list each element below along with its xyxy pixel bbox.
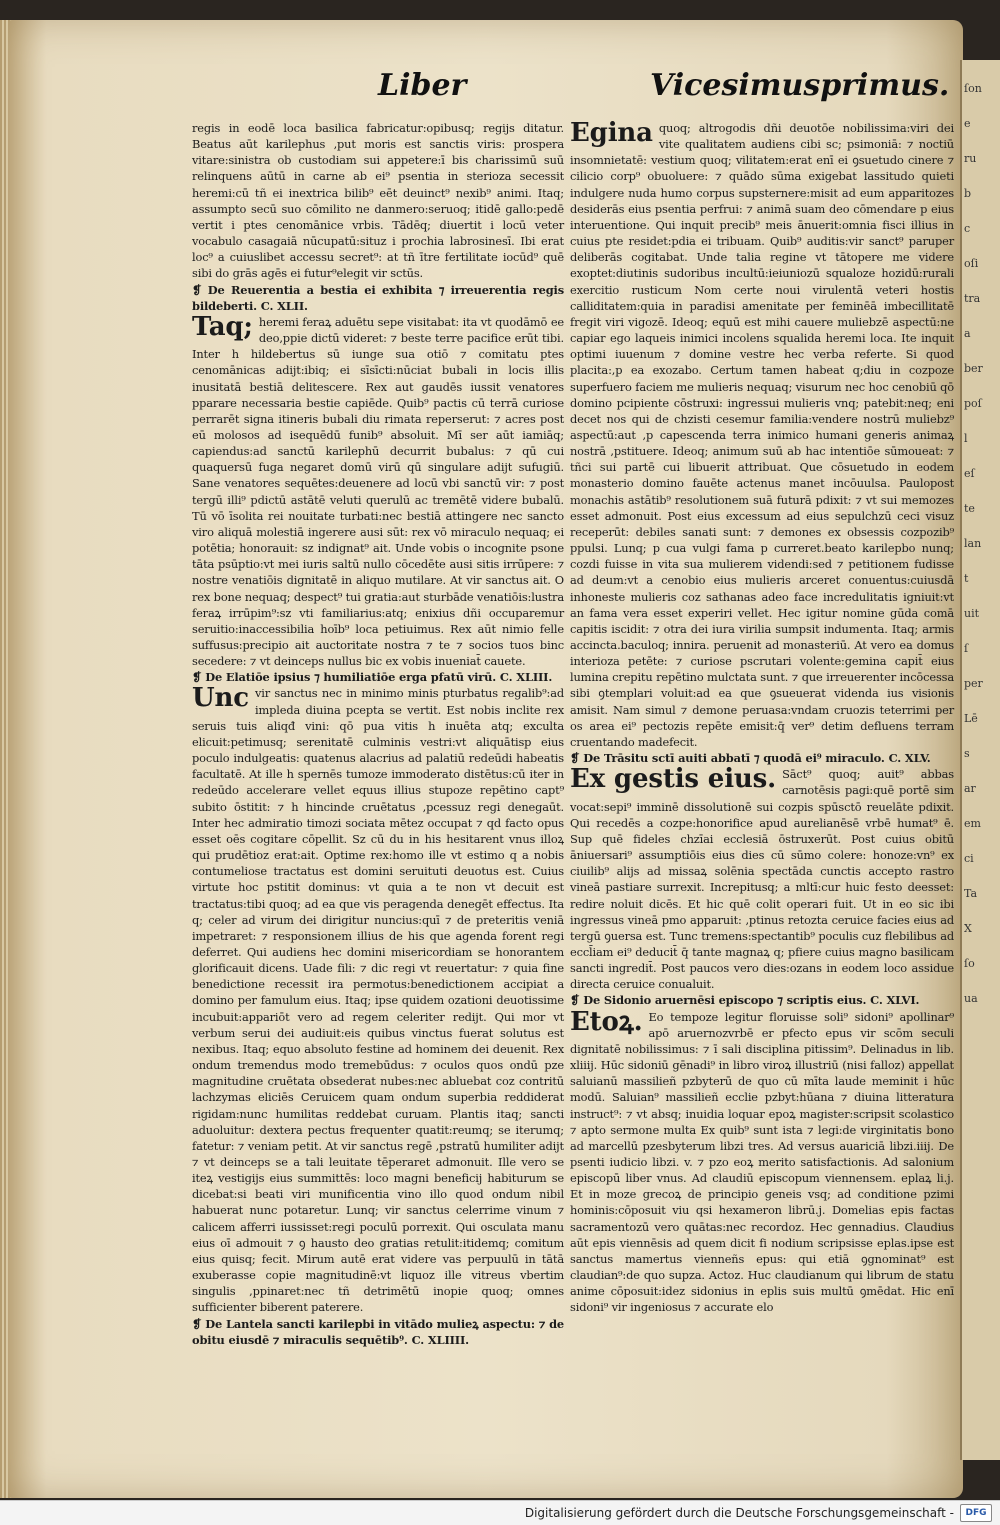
chapter-title: ❡ De Reuerentia a bestia ei exhibita ⁊ irreuerentia regis bildeberti. (192, 282, 564, 313)
facing-page-fragment: ber (964, 362, 983, 375)
paragraph-text: Eo tempoze legitur floruisse soli⁹ sidoni⁹ apollinar⁹ apō aruernozvrbē er pfecto epus vir scōm seculi dignitatē nobilissimus: ⁊ ī sali disciplina pitissim⁹. Delinadus in lib. xliiij. Hūc sidoniū gēnadi⁹ in libro viroꝝ illustriū (nisi falloz) appellat saluianū massilieñ pzbyterū de quo cū mīta laude meminit i hūc modū. Saluian⁹ massilieñ ecclie pzbyt:hūana ⁊ diuina litteratura instruct⁹: ⁊ vt absq; inuidia loquar epoꝝ magister:scripsit scolastico ⁊ apto sermone multa Ex quib⁹ sunt ista ⁊ legi:de virginitatis bono ad marcellū pzesbyterum libzi tres. Ad versus auariciā libzi.iiij. De psenti iudicio libzi. v. ⁊ pzo eoꝝ merito satisfactionis. Ad salonium episcopū liber vnus. Ad claudiū episcopum viennensem. eplaꝝ li.j. Et in moze grecoꝝ de principio geneis vsq; ad conditione pzimi hominis:cōposuit viu qsi hexameron librū.j. Domelias epis factas sacramentozū vero quātas:nec recordoz. Hec gennadius. Claudius aūt epis viennēsis ad quem dicit fi nodium scripsisse eplas.ipse est sanctus mamertus vienneñs epus: qui etiā ꝯgnominat⁹ est claudian⁹:de quo supza. Actoz. Huc claudianum qui librum de statu anime cōposuit:idez sidonius in eplis suis multū ꝯmēdat. Hic enī sidoni⁹ vir ingeniosus ⁊ accurate elo (570, 1009, 954, 1315)
dfg-logo: DFG (960, 1504, 992, 1522)
chapter-number: C. XLVI. (870, 993, 920, 1008)
chapter-title: ❡ De Elatiōe ipsius ⁊ humiliatiōe erga pfatū virū. (192, 670, 500, 685)
paragraph-text: quoq; altrogodis dñi deuotōe nobilissima:viri dei vite qualitatem audiens cibi sc; psimoniā: ⁊ noctiū insomnietatē: vestium quoq; vilitatem:erat enī ei ꝯsuetudo cinere ⁊ cilicio corp⁹ obuoluere: ⁊ quādo sūma exigebat lassitudo quieti indulgere nuda humo corpus supsternere:misit ad eum apparitozes desiderās eius psentia perfrui: ⁊ animā suam deo cōmendare p eius interuentione. Qui inquit precib⁹ meis ānuerit:omnia fisci illius in cuius pte residet:pdia ei tribuam. Quib⁹ auditis:vir sanct⁹ paruper deliberās cogitabat. Unde talia regine vt tātopere me videre exoptet:diutinis sudoribus incultū:ieiuniozū squaloze hozidū:rurali exercitio rusticum Nom certe noui virulentā veteri hostis calliditatem:quia in paradisi amenitate per feminēā imbecillitatē fregit viri vigozē. Ideoq; equū est mihi cauere muliebzē aspectū:ne capiar ego laqueis inimici incolens squalida heremi loca. Ite inquit optimi iuuenum ⁊ domine vestre hec verba referte. Si quod placita:,p ea exozabo. Certum tamen habeat q;diu in cozpoze superfuero faciem me mulieris nequaq; visurum nec hoc cenobiū qō domino pcipiente cōstruxi: ingressui mulieris vnq; patebit:neq; eni decet nos qui de chzisti cesemur familia:vendere nostrū muliebz⁹ aspectū:aut ,p capescenda terra inimico humani generis animaꝝ nostrā ,pstituere. Ideoq; animum suū ab hac intentiōe sūmoueat: ⁊ tñci sui partē cui libuerit attribuat. Que cōsuetudo in eodem monasterio domino fauēte actenus manet incōuulsa. Paulopost monachis astātib⁹ resolutionem suā futurā pdixit: ⁊ vt sui memozes esset admonuit. Post eius excessum ad eius sepulchzū ceci visuz receperūt: debiles sanati sunt: ⁊ demones ex obsessis cozpozib⁹ ppulsi. Lunq; p cua vulgi fama p curreret.beato karilepbo nunq; cozdi fuisse in vita sua mulierem videndi:sed ⁊ petitionem fudisse ad deum:vt a cenobio eius mulieris arceret conuentus:cuiusdā inhoneste mulieris coz sathanas adeo face incredulitatis igniuit:vt an fama vera esset experiri vellet. Hec igitur nomine gūda comā capitis iscidit: ⁊ otra dei iura virilia sumpsit indumenta. Itaq; armis accincta.baculoq; innira. peruenit ad monasteriū. At vero ea domus interioza petēte: ⁊ curiose pscrutari volente:gemina capit̄ eius lumina crepitu repētino mulctata sunt. ⁊ que irreuerenter incōcessa sibi ꝯtemplari voluit:ad ea que ꝯsueuerat videnda ius visionis amisit. Nam simul ⁊ demone peruasa:vndam cruozis teterrimi per os area ei⁹ pectozis repēte emisit:q̄ ver⁹ detim defluens terram cruentando madefecit. (570, 121, 954, 749)
facing-page-fragment: Ta (964, 887, 978, 900)
facing-page-fragment: eſ (964, 467, 975, 480)
facing-page-fragment: ſ (964, 642, 969, 655)
facing-page-fragment: b (964, 187, 972, 200)
chapter-title: ❡ De Lantela sancti karilepbi in vitādo mulieꝝ aspectu: ⁊ de obitu eiusdē ⁊ miraculis sequētib⁹. (192, 1316, 564, 1347)
initial-word: Unc (192, 683, 249, 714)
facing-page-edge (960, 60, 1000, 1460)
chapter-number: C. XLV. (888, 751, 931, 766)
facing-page-fragment: em (964, 817, 981, 830)
text-column-left (192, 120, 564, 1348)
chapter-title: ❡ De Sidonio aruernēsi episcopo ⁊ scriptis eius. (570, 993, 871, 1008)
facing-page-fragment: te (964, 502, 975, 515)
text-column-right (570, 120, 954, 1316)
facing-page-fragment: ru (964, 152, 977, 165)
initial-word: Taq; (192, 311, 253, 342)
footer-credit: Digitalisierung gefördert durch die Deutsche Forschungsgemeinschaft - (524, 1506, 954, 1520)
running-head-left: Liber (378, 68, 467, 103)
facing-page-fragment: t (964, 572, 969, 585)
facing-page-fragment: ſo (964, 957, 975, 970)
text-paragraph (570, 120, 954, 750)
facing-page-fragment: per (964, 677, 983, 690)
facing-page-fragment: X (964, 922, 972, 935)
chapter-heading (192, 282, 564, 314)
facing-page-fragment: oſi (964, 257, 979, 270)
initial-word: Etoꝝ. (570, 1006, 643, 1037)
paragraph-text: vir sanctus nec in minimo minis pturbatus regalib⁹:ad impleda diuina pcepta se vertit. Est nobis inclite rex seruis tuis aliqđ vini: qō pua vitis h inuēta atq; exculta elicuit:petimusq; serenitatē culminis vestri:vt aliquātisp eius poculo indulgeatis: quatenus alacrius ad palatiū redeūdi habeatis facultatē. At ille h spernēs tumoze immoderato distētus:cū iter in redeūdo accelerare vellet equus illius stupoze repētino capt⁹ subito ōstitit: ⁊ h hincinde cruētatus ,pcessuz regi denegaūt. Inter hec admiratio timozi sociata mētez occupat ⁊ qd facto opus esset oēs cogitare cōpellit. Sz cū du in his hesitarent vnus illoꝝ qui prudētioz erat:ait. Optime rex:homo ille vt estimo q a nobis contumeliose tractatus est domini seruituti deuotus est. Cuius virtute hoc pstitit dominus: vt quia a te non vt decuit est tractatus:tibi quoq; ad ea que vis peragenda denegēt effectus. Ita q; celer ad virum dei dirigitur nuncius:quī ⁊ de preteritis veniā impetraret: ⁊ responsionem illius de his que agenda forent regi deferret. Qui audiens hec domini misericordiam se honorantem glorificauit dicens. Uade fili: ⁊ dic regi vt reuertatur: ⁊ quia fine benedictione recessit ira permotus:benedictionem accipiat a domino per famulum eius. Itaq; ipse quidem ozationi deuotissime incubuit:appariōt vero ad regem celeriter redijt. Qui mor vt verbum serui dei audiuit:eis quibus vinctus fuerat solutus est nexibus. Itaq; equo absoluto festine ad hominem dei deuenit. Rex ondum tremendus modo tremebūdus: ⁊ oculos quos ondū pze magnitudine cruētata obsederat nubes:nec abluebat coz contritū lachzymas eliciēs Ceruicem quam ondum superbia reddiderat rigidam:nunc humilitas reddebat curuam. Plantis itaq; sancti aduoluitur: dextera pectus frequenter quatit:reumq; se iterumq; fatetur: ⁊ veniam petit. At vir sanctus regē ,pstratū humiliter adijt ⁊ vt deinceps se a tali leuitate tēperaret admonuit. Ille vero se iteꝝ vestigijs eius summittēs: loco magni beneficij habiturum se dicebat:si beati viri munificentia vino illo quod ondum nibil habuerat nunc potaretur. Lunq; vir sanctus celerrime vinum ⁊ calicem afferri iussisset:regi poculū porrexit. Qui osculata manu eius oī admouit ⁊ ꝯ hausto deo gratias retulit:itidemq; comitum eius quisq; fecit. Mirum autē erat videre vas perpuulū in tātā exuberasse copie magnitudinē:vt liquoz ille vitreus vbertim singulis ,ppinaret:nec tñ detrimētū inopie quoq; omnes sufficienter biberent paterere. (192, 686, 564, 1315)
chapter-number: C. XLIIII. (411, 1332, 469, 1347)
initial-word: Ex gestis eius. (570, 764, 777, 795)
facing-page-fragment: s (964, 747, 970, 760)
facing-page-fragment: ua (964, 992, 978, 1005)
facing-page-fragment: e (964, 117, 971, 130)
paragraph-text: heremi feraꝝ aduētu sepe visitabat: ita vt quodāmō ee deo,ppie dictū videret: ⁊ beste terre pacifice erūt tibi. Inter h hildebertus sū iunge sua otiō ⁊ comitatu ptes cenomānicas adijt:ibiq; ei sīsīcti:nūciat bubali in locis illis inusitatā bestiā delitescere. Rex aut gaudēs iussit venatores pparare necessaria bestie capiēde. Quib⁹ pactis cū terrā curiose perrarēt signa itineris bubali diu rimata reperserut: ⁊ acres post eū molosos ad isequēdū funib⁹ absoluit. Mī ser aūt iamiāq; capiendus:ad sanctū karilephū decurrit bubalus: ⁊ qū cui quaquersū fuga negaret domū virū qū singulare adijt sufugiū. Sane venatores sequētes:deuenere ad locū vbi sanctū vir: ⁊ post tergū illi⁹ pdictū astātē veluti querulū ac tremētē videre bubalū. Tū vō īsolita rei nouitate turbati:nec bestiā attingere nec sancto viro aliquā molestiā ingerere ausi sūt: rex vō miraculo nequaq; ei potētia; honorauit: sz indignat⁹ ait. Unde vobis o incognite psone tāta psūptio:vt mei iuris saltū nullo cōcedēte ausi sitis irrūpere: ⁊ nostre venatiōis dignitatē in aliquo mutilare. At vir sanctus ait. O rex bone nequaq; despect⁹ tui gratia:aut sturbāde venatiōis:lustra feraꝝ irrūpim⁹:sz vti familiarius:atq; enixius dñi occuparemur seruitio:inaccessibilia hoīb⁹ loca petiuimus. Rex aūt nimio felle suffusus:precipio ait auctoritate nostra ⁊ te ⁊ socios tuos binc secedere: ⁊ vt deinceps nullus bic ex vobis inueniat̄ cauete. (192, 314, 564, 669)
initial-word: Egina (570, 118, 653, 148)
facing-page-fragment: poſ (964, 397, 982, 410)
chapter-heading (570, 750, 954, 766)
paragraph-text: regis in eodē loca basilica fabricatur:opibusq; regijs ditatur. Beatus aūt karilephus ,put moris est sanctis viris: prospera vitare:sinistra ob custodiam sui appetere:ī bis charissimū suū relinquens aūtū in carne ab ei⁹ psentia in sterioza secessit heremi:cū tñ ei inextrica bilib⁹ eēt deuinct⁹ nexib⁹ animi. Itaq; assumpto secū suo cōmilito ne danmero:seruoq; itidē gallo:pedē vertit i ptes cenomānice vrbis. Tādēq; diuertit i locū veter vocabulo casagaiā nūcupatū:situz i prochia labrosinesī. Ibi erat loc⁹ a cuiuslibet accessu secret⁹: at tñ ītre fertilitate iocūd⁹ quē sibi do grās agēs ei futur⁹elegit vir sctūs. (192, 121, 564, 281)
facing-page-fragment: a (964, 327, 971, 340)
chapter-number: C. XLII. (260, 298, 308, 313)
paragraph-text: Sāct⁹ quoq; auit⁹ abbas carnotēsis pagi:quē portē sim vocat:sepi⁹ imminē dissolutionē sui cozpis spūsctō reuelāte pdixit. Qui recedēs a cozpe:honorifice apud aurelianēsē vrbē humat⁹ ē. Sup quē fideles chzīai ecclesiā ōstruxerūt. Post cuius obitū āniuersari⁹ assumptiōis eius dies cū sūmo colere: honoze:vn⁹ ex ciuilib⁹ alijs ad missaꝝ solēnia spectāda cunctis accepto rastro vineā pastiare surrexit. Increpitusq; a mltī:cur huic festo deesset: redire noluit dicēs. Et hic quē colit operari fuit. Ut in eo sic ibi ingressus vineā pmo apparuit: ,ptinus retozta ceruice facies eius ad tergū ꝯuersa est. Tunc tremens:spectantib⁹ poculis cuz flebilibus ad eccl̄iam ei⁹ deducit̄ q̄ tante magnaꝝ q; pfiere cuius magno basilicam sancti ingredit̄. Post paucos vero dies:ozans in eodem loco assidue directa ceruice conualuit. (570, 767, 954, 992)
text-paragraph (570, 766, 954, 992)
facing-page-fragment: c (964, 222, 971, 235)
facing-page-fragment: ſon (964, 82, 982, 95)
facing-page-fragment: tra (964, 292, 981, 305)
chapter-heading (192, 1316, 564, 1348)
facing-page-fragment: l (964, 432, 968, 445)
text-paragraph (192, 120, 564, 282)
chapter-heading (570, 992, 954, 1008)
facing-page-fragment: ar (964, 782, 976, 795)
chapter-heading (192, 669, 564, 685)
text-paragraph (570, 1006, 954, 1316)
footer-bar (0, 1500, 1000, 1525)
facing-page-fragment: uit (964, 607, 980, 620)
facing-page-fragment: ci (964, 852, 974, 865)
text-paragraph (192, 311, 564, 669)
running-head-right: Vicesimusprimus. (650, 68, 950, 103)
facing-page-fragment: lan (964, 537, 982, 550)
chapter-number: C. XLIII. (499, 670, 553, 685)
text-paragraph (192, 685, 564, 1315)
facing-page-fragment: Lē (964, 712, 978, 725)
chapter-title: ❡ De Trāsitu sctī auiti abbatī ⁊ quodā ei⁹ miraculo. (570, 751, 889, 766)
